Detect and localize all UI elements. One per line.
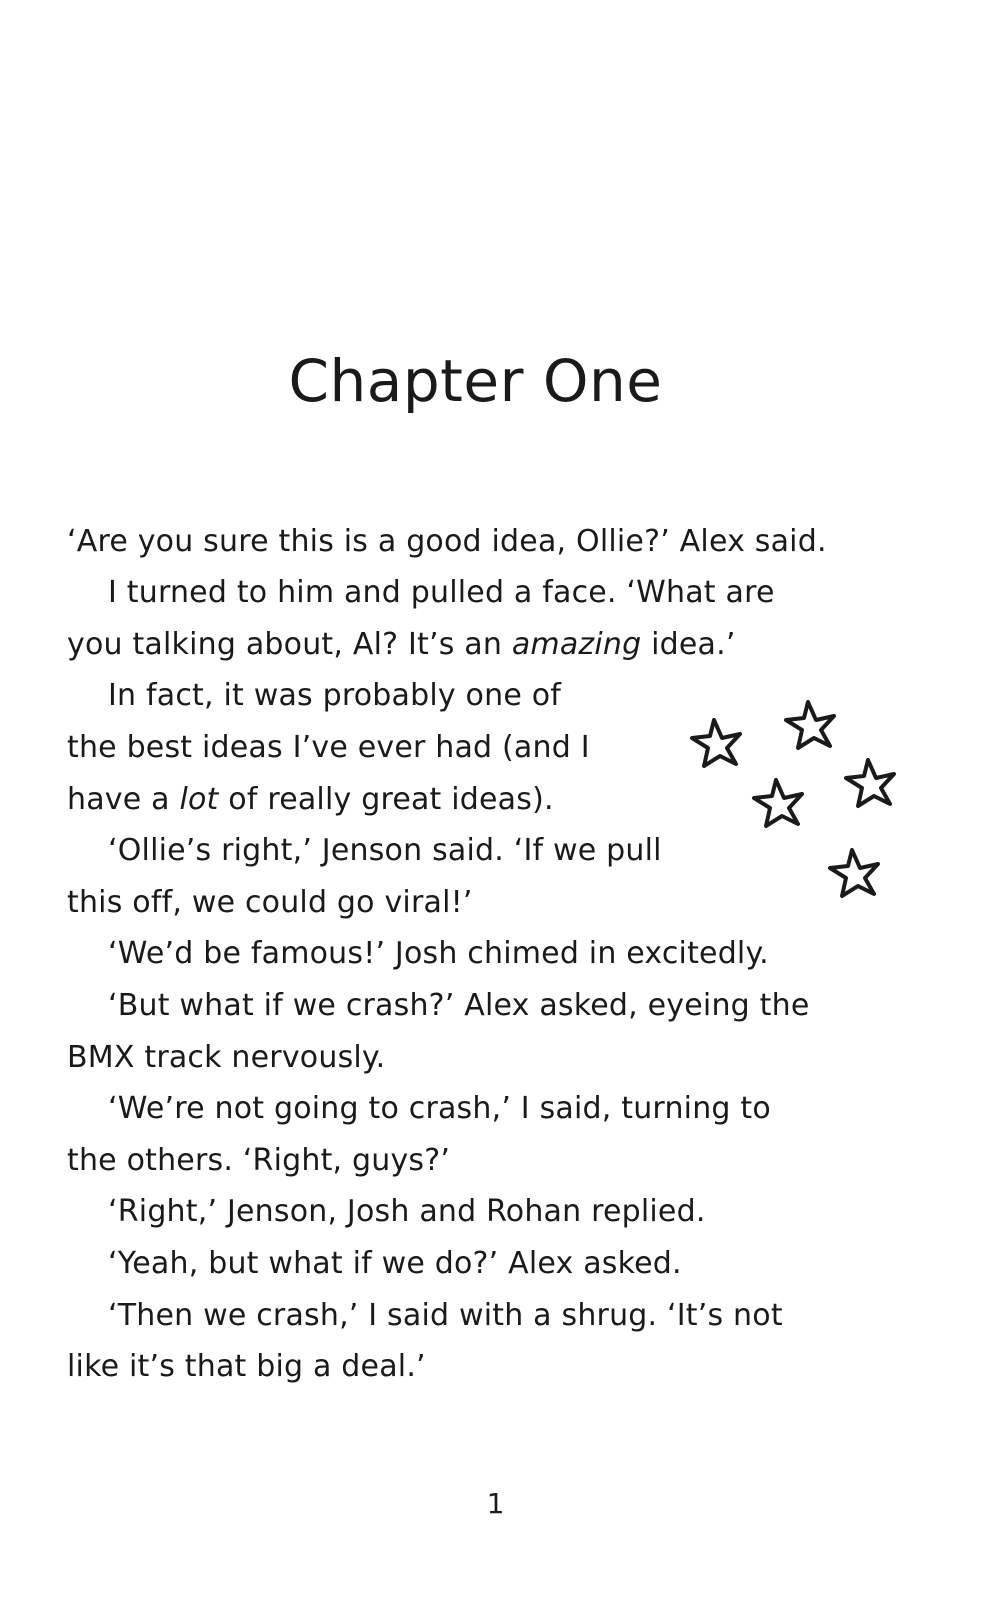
text-line	[67, 730, 590, 765]
text-span: ‘Right,’ Jenson, Josh and Rohan replied.	[108, 1194, 706, 1229]
text-line	[108, 678, 562, 713]
text-line	[67, 1349, 426, 1384]
text-span: ‘We’re not going to crash,’ I said, turning to	[108, 1091, 771, 1126]
text-line	[108, 1194, 706, 1229]
text-line	[67, 627, 736, 662]
text-span: idea.’	[641, 627, 736, 662]
text-span: ‘But what if we crash?’ Alex asked, eyeing the	[108, 988, 810, 1023]
text-line	[108, 988, 810, 1023]
text-span: BMX track nervously.	[67, 1040, 386, 1075]
text-span: the others. ‘Right, guys?’	[67, 1143, 451, 1178]
text-line	[67, 1143, 451, 1178]
text-line	[67, 524, 827, 559]
text-line	[108, 936, 769, 971]
emphasis-text: lot	[179, 782, 219, 817]
text-line	[67, 885, 473, 920]
text-span: ‘Then we crash,’ I said with a shrug. ‘It’s not	[108, 1298, 783, 1333]
chapter-title: Chapter One	[288, 347, 663, 415]
star-icon	[830, 850, 878, 896]
stars-doodle-icon	[680, 700, 910, 940]
text-line	[108, 833, 662, 868]
text-span: of really great ideas).	[218, 782, 554, 817]
text-span: you talking about, Al? It’s an	[67, 627, 512, 662]
text-span: ‘Yeah, but what if we do?’ Alex asked.	[108, 1246, 682, 1281]
star-icon	[786, 702, 834, 748]
text-span: ‘Ollie’s right,’ Jenson said. ‘If we pull	[108, 833, 662, 868]
text-line	[67, 782, 554, 817]
star-icon	[754, 780, 802, 826]
text-span: ‘We’d be famous!’ Josh chimed in excitedly.	[108, 936, 769, 971]
text-line	[67, 1040, 386, 1075]
page-number: 1	[486, 1487, 505, 1520]
text-line	[108, 575, 775, 610]
text-span: this off, we could go viral!’	[67, 885, 473, 920]
star-icon	[846, 760, 894, 806]
emphasis-text: amazing	[511, 627, 642, 662]
text-span: I turned to him and pulled a face. ‘What are	[108, 575, 775, 610]
text-span: the best ideas I’ve ever had (and I	[67, 730, 590, 765]
text-span: have a	[67, 782, 180, 817]
star-icon	[692, 720, 740, 766]
text-span: ‘Are you sure this is a good idea, Ollie?’ Alex said.	[67, 524, 827, 559]
text-line	[108, 1091, 771, 1126]
text-line	[108, 1246, 682, 1281]
text-span: like it’s that big a deal.’	[67, 1349, 426, 1384]
text-span: In fact, it was probably one of	[108, 678, 562, 713]
text-line	[108, 1298, 783, 1333]
